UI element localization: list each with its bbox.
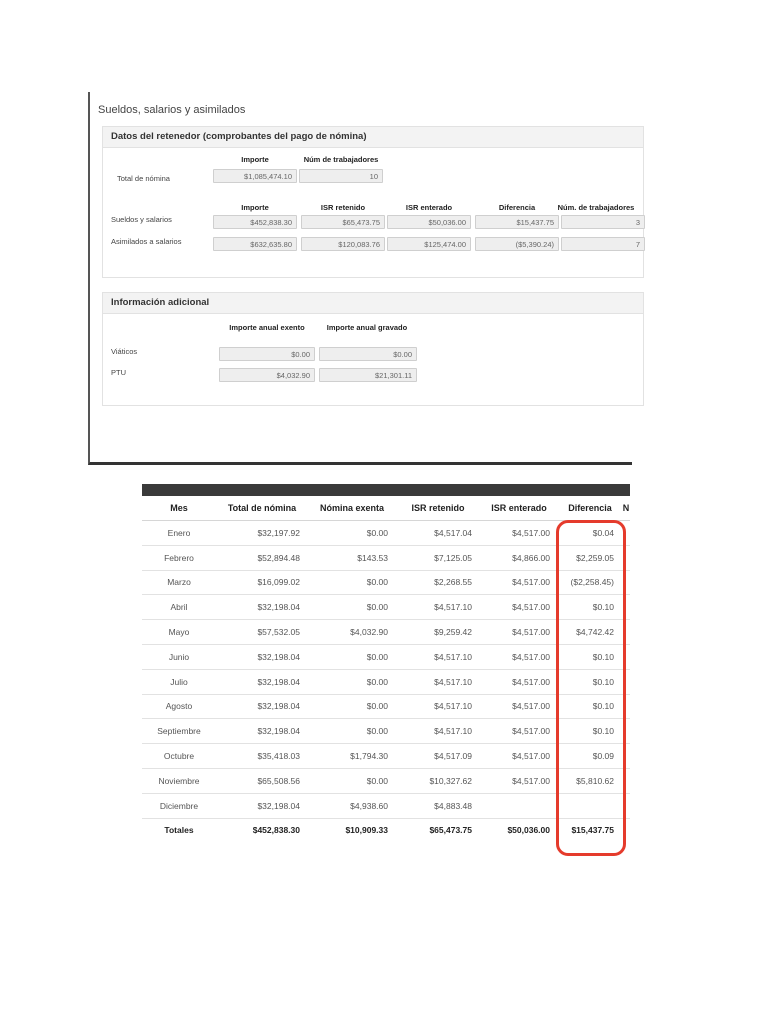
- cell-mes: Febrero: [142, 545, 216, 570]
- cell-nomina-exenta: $0.00: [308, 644, 396, 669]
- cell-nomina-exenta: $0.00: [308, 719, 396, 744]
- cell-total-nomina: $32,198.04: [216, 595, 308, 620]
- viaticos-label: Viáticos: [111, 347, 138, 356]
- cell-isr-enterado: $4,517.00: [480, 570, 558, 595]
- cell-isr-retenido: $2,268.55: [396, 570, 480, 595]
- th-total-nomina: Total de nómina: [216, 496, 308, 521]
- cell-mes: Totales: [164, 825, 194, 836]
- asimilados-diferencia-field[interactable]: ($5,390.24): [475, 237, 559, 251]
- cell-nomina-exenta: $4,938.60: [308, 793, 396, 818]
- cell-mes: Diciembre: [142, 793, 216, 818]
- cell-total-nomina: $16,099.02: [216, 570, 308, 595]
- th-nomina-exenta: Nómina exenta: [308, 496, 396, 521]
- th-isr-retenido: ISR retenido: [396, 496, 480, 521]
- sueldos-isr-retenido-field[interactable]: $65,473.75: [301, 215, 385, 229]
- header-importe-2: Importe: [241, 203, 269, 212]
- cell-mes: Octubre: [142, 744, 216, 769]
- cell-mes: Septiembre: [142, 719, 216, 744]
- th-truncated: N: [622, 496, 630, 521]
- cell-nomina-exenta: $4,032.90: [308, 620, 396, 645]
- total-nomina-field[interactable]: $1,085,474.10: [213, 169, 297, 183]
- th-diferencia: Diferencia: [558, 496, 622, 521]
- cell-diferencia: $4,742.42: [558, 620, 622, 645]
- cell-isr-enterado: $4,866.00: [480, 545, 558, 570]
- cell-isr-enterado: $4,517.00: [480, 644, 558, 669]
- cell-isr-enterado: $4,517.00: [480, 620, 558, 645]
- cell-total-nomina: $57,532.05: [216, 620, 308, 645]
- cell-total-nomina: $32,197.92: [216, 521, 308, 546]
- sueldos-label: Sueldos y salarios: [111, 215, 172, 224]
- cell-isr-enterado: $4,517.00: [480, 719, 558, 744]
- cell-mes: Noviembre: [142, 768, 216, 793]
- header-num-trabajadores: Núm de trabajadores: [303, 155, 379, 164]
- cell-total-nomina: $32,198.04: [216, 694, 308, 719]
- sueldos-num-field[interactable]: 3: [561, 215, 645, 229]
- header-importe-gravado: Importe anual gravado: [326, 323, 408, 332]
- total-nomina-label: Total de nómina: [117, 174, 170, 183]
- retenedor-panel: [102, 126, 644, 278]
- ptu-exento-field[interactable]: $4,032.90: [219, 368, 315, 382]
- header-importe: Importe: [241, 155, 269, 164]
- cell-diferencia: $0.10: [558, 669, 622, 694]
- cell-isr-enterado: $4,517.00: [480, 595, 558, 620]
- sueldos-diferencia-field[interactable]: $15,437.75: [475, 215, 559, 229]
- cell-isr-retenido: $10,327.62: [396, 768, 480, 793]
- cell-diferencia: $2,259.05: [558, 545, 622, 570]
- cell-mes: Mayo: [142, 620, 216, 645]
- cell-diferencia: $0.10: [558, 644, 622, 669]
- asimilados-importe-field[interactable]: $632,635.80: [213, 237, 297, 251]
- cell-isr-retenido: $4,517.10: [396, 595, 480, 620]
- ptu-label: PTU: [111, 368, 126, 377]
- cell-total-nomina: $32,198.04: [216, 669, 308, 694]
- cell-diferencia: $0.04: [558, 521, 622, 546]
- cell-nomina-exenta: $0.00: [308, 595, 396, 620]
- cell-isr-enterado: [480, 793, 558, 818]
- cell-nomina-exenta: $143.53: [308, 545, 396, 570]
- cell-isr-enterado: $4,517.00: [480, 694, 558, 719]
- cell-nomina-exenta: $0.00: [308, 694, 396, 719]
- adicional-panel: [102, 292, 644, 406]
- th-mes: Mes: [142, 496, 216, 521]
- cell-diferencia: $0.10: [558, 595, 622, 620]
- adicional-panel-title: Información adicional: [103, 293, 643, 314]
- cell-nomina-exenta: $0.00: [308, 521, 396, 546]
- cell-isr-enterado: $4,517.00: [480, 521, 558, 546]
- cell-diferencia: $0.09: [558, 744, 622, 769]
- header-isr-enterado: ISR enterado: [405, 203, 453, 212]
- header-num-trabajadores-2: Núm. de trabajadores: [557, 203, 635, 212]
- cell-total-nomina: $452,838.30: [252, 825, 300, 836]
- cell-total-nomina: $65,508.56: [216, 768, 308, 793]
- cell-isr-retenido: $9,259.42: [396, 620, 480, 645]
- asimilados-isr-retenido-field[interactable]: $120,083.76: [301, 237, 385, 251]
- cell-isr-enterado: $4,517.00: [480, 768, 558, 793]
- cell-nomina-exenta: $0.00: [308, 669, 396, 694]
- cell-isr-enterado: $50,036.00: [507, 825, 550, 836]
- cell-diferencia: $0.10: [558, 719, 622, 744]
- asimilados-num-field[interactable]: 7: [561, 237, 645, 251]
- header-isr-retenido: ISR retenido: [320, 203, 366, 212]
- cell-diferencia: $5,810.62: [558, 768, 622, 793]
- cell-mes: Agosto: [142, 694, 216, 719]
- retenedor-panel-title: Datos del retenedor (comprobantes del pago de nómina): [103, 127, 643, 148]
- cell-isr-enterado: $4,517.00: [480, 669, 558, 694]
- cell-isr-retenido: $4,517.10: [396, 719, 480, 744]
- cell-nomina-exenta: $1,794.30: [308, 744, 396, 769]
- cell-isr-retenido: $4,517.10: [396, 669, 480, 694]
- diferencia-highlight-box: [556, 520, 626, 856]
- table-top-bar: [142, 484, 630, 496]
- sueldos-isr-enterado-field[interactable]: $50,036.00: [387, 215, 471, 229]
- cell-diferencia: ($2,258.45): [558, 570, 622, 595]
- header-importe-exento: Importe anual exento: [229, 323, 305, 332]
- cell-mes: Junio: [142, 644, 216, 669]
- cell-total-nomina: $35,418.03: [216, 744, 308, 769]
- cell-diferencia: $0.10: [558, 694, 622, 719]
- cell-diferencia: $15,437.75: [571, 825, 614, 836]
- cell-mes: Marzo: [142, 570, 216, 595]
- cell-nomina-exenta: $0.00: [308, 570, 396, 595]
- cell-mes: Julio: [142, 669, 216, 694]
- cell-isr-retenido: $65,473.75: [429, 825, 472, 836]
- viaticos-gravado-field[interactable]: $0.00: [319, 347, 417, 361]
- retenedor-screenshot: [88, 92, 640, 465]
- cell-total-nomina: $32,198.04: [216, 719, 308, 744]
- cell-isr-enterado: $4,517.00: [480, 744, 558, 769]
- table-header-row: [142, 496, 630, 521]
- cell-isr-retenido: $4,517.04: [396, 521, 480, 546]
- cell-mes: Enero: [142, 521, 216, 546]
- cell-total-nomina: $52,894.48: [216, 545, 308, 570]
- header-diferencia: Diferencia: [498, 203, 536, 212]
- sueldos-importe-field[interactable]: $452,838.30: [213, 215, 297, 229]
- th-isr-enterado: ISR enterado: [480, 496, 558, 521]
- cell-mes: Abril: [142, 595, 216, 620]
- cell-total-nomina: $32,198.04: [216, 644, 308, 669]
- cell-isr-retenido: $4,517.10: [396, 694, 480, 719]
- page-heading: Sueldos, salarios y asimilados: [98, 104, 246, 116]
- cell-isr-retenido: $7,125.05: [396, 545, 480, 570]
- cell-total-nomina: $32,198.04: [216, 793, 308, 818]
- cell-isr-retenido: $4,517.10: [396, 644, 480, 669]
- asimilados-isr-enterado-field[interactable]: $125,474.00: [387, 237, 471, 251]
- cell-isr-retenido: $4,883.48: [396, 793, 480, 818]
- ptu-gravado-field[interactable]: $21,301.11: [319, 368, 417, 382]
- cell-nomina-exenta: $0.00: [308, 768, 396, 793]
- cell-isr-retenido: $4,517.09: [396, 744, 480, 769]
- viaticos-exento-field[interactable]: $0.00: [219, 347, 315, 361]
- num-trabajadores-field[interactable]: 10: [299, 169, 383, 183]
- cell-nomina-exenta: $10,909.33: [345, 825, 388, 836]
- asimilados-label: Asimilados a salarios: [111, 237, 182, 246]
